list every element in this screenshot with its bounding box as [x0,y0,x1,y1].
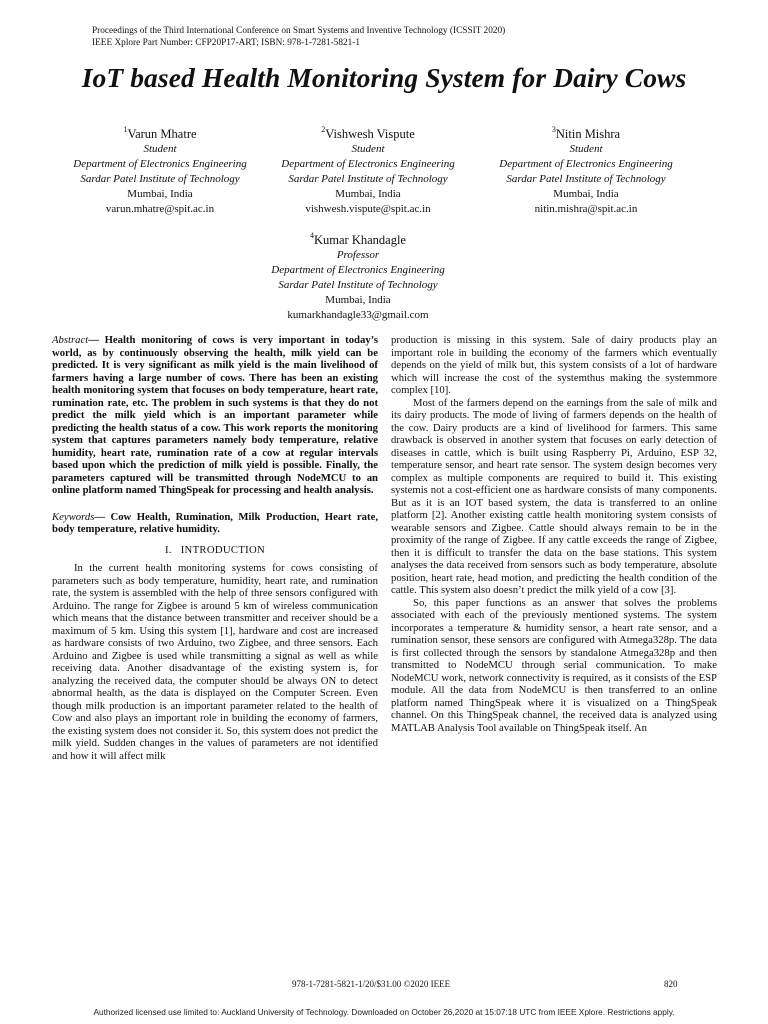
author-superscript: 1 [123,125,128,134]
author-superscript: 2 [321,125,326,134]
author-email[interactable]: vishwesh.vispute@spit.ac.in [305,203,431,215]
abstract-text: Health monitoring of cows is very important in today’s world, as by continuously observing the health, milk yield can be predicted. It is very significant as milk yield is the main livelihood of farmers having a large number of cows. There has been an existing health monitoring system that focuses on body temperature, heart rate, rumination rate, etc. The problem in such systems is that they do not predict the milk yield which is an important parameter while predicting the health status of a cow. This work reports the monitoring system that captures parameters namely body temperature, relative humidity, heart rate, rumination rate of a cow at regular intervals based upon which the prediction of milk yield is possible. Finally, the parameters captured will be transmitted through NodeMCU to an online platform named ThingSpeak for processing and health analysis. [52,334,378,496]
paper-title: IoT based Health Monitoring System for Dairy Cows [81,62,687,93]
author-superscript: 4 [310,231,314,240]
author-email[interactable]: nitin.mishra@spit.ac.in [534,203,638,215]
author-role: Student [569,143,603,155]
author-role: Student [143,143,177,155]
right-column [391,334,717,734]
author-name: Vishwesh Vispute [325,127,415,141]
keywords-text: Cow Health, Rumination, Milk Production, Heart rate, body temperature, relative humidity. [52,510,378,535]
paragraph: production is missing in this system. Sale of dairy products play an important role in building the economy of the farmers which eventually depends on the yield of milk but, this system consists of a lot of hardware which will increase the cost of the systemthus making the systemmore complex [10]. [391,334,717,396]
author-institution: Sardar Patel Institute of Technology [80,173,240,185]
author-city: Mumbai, India [553,188,619,200]
author-role: Professor [336,249,380,261]
conference-header [92,25,505,49]
paragraph: Most of the farmers depend on the earnings from the sale of milk and its dairy products. The mode of living of farmers depends on the health of the cow. Dairy products are a kind of livelihood for farmers. This same drawback is observed in another system that focuses on early detection of diseases in cattle, which is built using Raspberry Pi, Arduino, ESP 32, temperature sensor, and heart rate sensor. The system design becomes very complex as multiple components are required to build it. This existing systemis not a cost-efficient one as hardware consists of many components. But as it is an IOT based system, the data is transferred to an online platform [2]. Another existing cattle health monitoring system consists of wearable sensors and Zigbee. Cattle should always remain to be in the proximity of the range of Zigbee. If any cattle exceeds the range of Zigbee, then it is difficult to transfer the data on the base stations. This system analyses the data received from sensors such as body temperature, absolute position, heart rate, head motion, and predicting the health condition of the cattle. This system also doesn’t predict the milk yield of a cow [3]. [391,396,717,596]
author-name: Kumar Khandagle [314,233,406,247]
author-department: Department of Electronics Engineering [73,158,247,170]
page-number: 820 [664,979,678,989]
author-block-3 [466,126,706,217]
author-email[interactable]: varun.mhatre@spit.ac.in [105,203,215,215]
abstract [52,334,378,497]
author-name: Varun Mhatre [127,127,197,141]
author-department: Department of Electronics Engineering [271,264,445,276]
author-department: Department of Electronics Engineering [499,158,673,170]
keywords-label: Keywords [52,510,95,523]
section-number: I. [164,543,172,556]
keywords [52,511,378,536]
left-column [52,334,378,762]
author-block-2 [248,126,488,217]
author-role: Student [351,143,385,155]
author-email[interactable]: kumarkhandagle33@gmail.com [287,309,429,321]
paragraph: So, this paper functions as an answer that solves the problems associated with each of the previously mentioned systems. The system incorporates a temperature & humidity sensor, a heart rate sensor, and a rumination sensor, these sensors are configured with Atmega328p. The data is first collected through the sensors by standalone Atmega328p and then transmitted to NodeMCU through serial communication. To make NodeMCU work, network connectivity is required, as it consists of the ESP module. All the data from NodeMCU is then transferred to an online platform named ThingSpeak where it is visualized on a ThingSpeak channel. On this ThingSpeak channel, the received data is analyzed using MATLAB Analysis Tool available on ThingSpeak itself. An [391,596,717,734]
abstract-label: Abstract [52,334,89,346]
license-notice: Authorized licensed use limited to: Auckland University of Technology. Downloaded on October 26,2020 at 15:07:18 UTC from IEEE Xplore. Restrictions apply. [93,1007,675,1017]
author-block-1 [40,126,280,217]
keywords-dash: — [94,510,106,523]
copyright-notice: 978-1-7281-5821-1/20/$31.00 ©2020 IEEE [292,979,451,989]
author-city: Mumbai, India [335,188,401,200]
author-institution: Sardar Patel Institute of Technology [506,173,666,185]
author-superscript: 3 [551,125,556,134]
author-name: Nitin Mishra [555,127,621,141]
paragraph: In the current health monitoring systems for cows consisting of parameters such as body temperature, humidity, heart rate, and rumination rate, the system is assembled with the help of three sensors configured with Arduino. The range for Zigbee is around 5 km of wireless communication which means that the distance between transmitter and receiver should be a maximum of 5 km. Using this system [1], hardware and cost are increased as hardware consists of two Arduino, two Zigbee, and three sensors. Each Arduino and Zigbee is used while transmitting a signal as well as while receiving data. Another disadvantage of the existing system is, for analyzing the received data, the computer should be always ON to detect abnormal health, as the data is displayed on the Computer Screen. Even though milk production is an important parameter related to the health of Cow and also plays an important role in building the economy of farmers, the existing system does not consider it. So, this system does not predict the milk yield. Sudden changes in the values of parameters are not identified and how it will affect milk [52,562,378,762]
header-proceedings: Proceedings of the Third International Conference on Smart Systems and Inventive Technology (ICSSIT 2020) [92,26,506,36]
author-city: Mumbai, India [127,188,193,200]
header-part-number: IEEE Xplore Part Number: CFP20P17-ART; ISBN: 978-1-7281-5821-1 [92,38,361,48]
author-institution: Sardar Patel Institute of Technology [278,279,438,291]
abstract-dash: — [88,334,99,346]
author-city: Mumbai, India [325,294,391,306]
section-heading [52,544,378,557]
author-department: Department of Electronics Engineering [281,158,455,170]
section-title: INTRODUCTION [180,543,266,556]
author-block-4 [238,232,478,323]
author-institution: Sardar Patel Institute of Technology [288,173,448,185]
